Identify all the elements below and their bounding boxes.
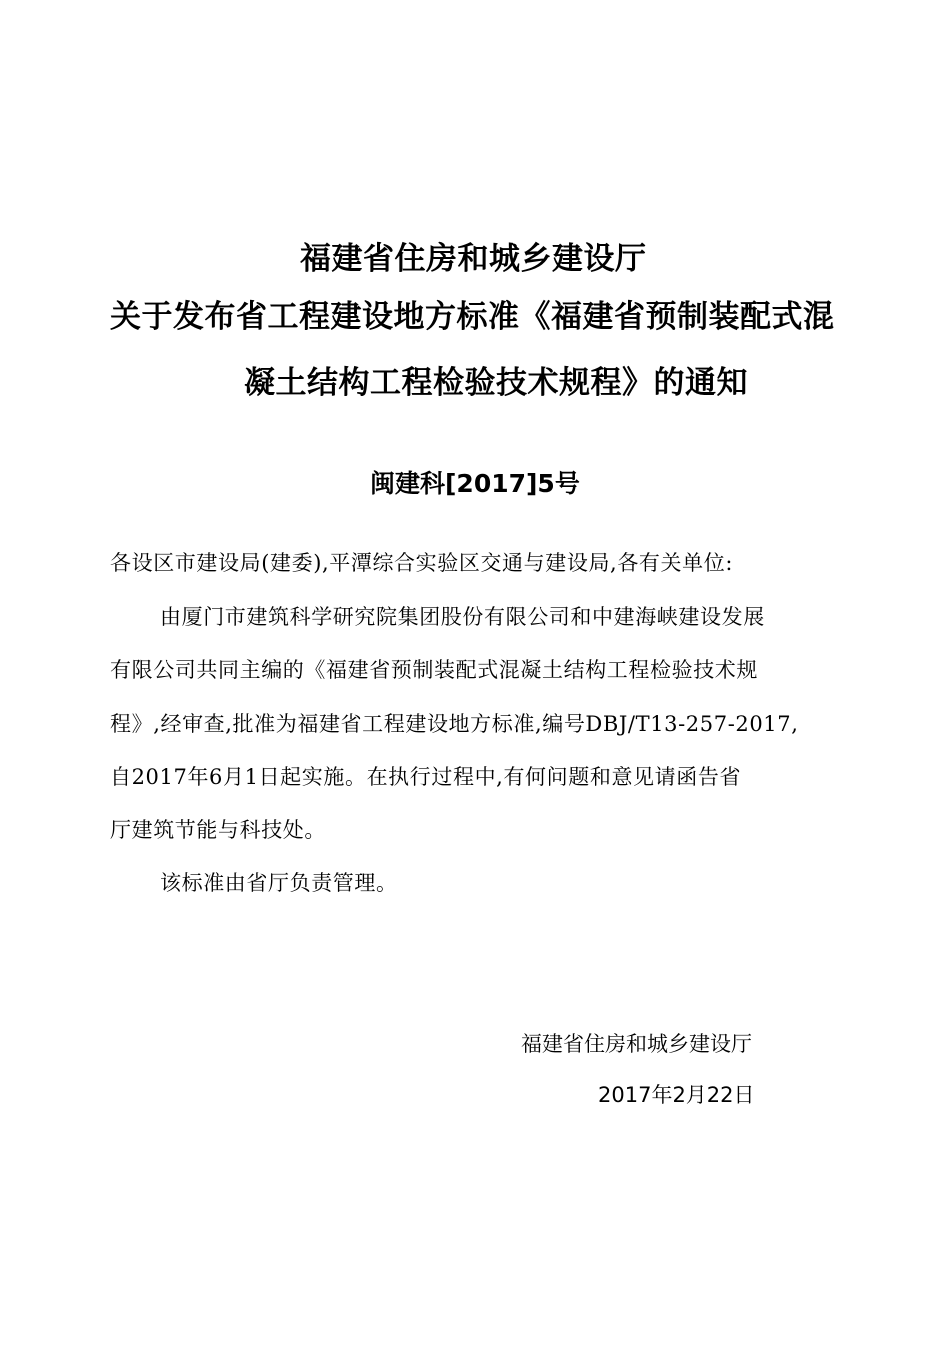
- paragraph-line: 自2017年6月1日起实施。在执行过程中,有何问题和意见请函告省: [110, 765, 742, 789]
- paragraph-2: 该标准由省厅负责管理。: [160, 871, 398, 895]
- issuer-signature: 福建省住房和城乡建设厅: [521, 1032, 752, 1056]
- issue-date: 2017年2月22日: [598, 1083, 755, 1107]
- paragraph-line: 程》,经审查,批准为福建省工程建设地方标准,编号DBJ/T13-257-2017,: [110, 712, 799, 736]
- document-number: 闽建科[2017]5号: [370, 469, 580, 498]
- title-line-3: 凝土结构工程检验技术规程》的通知: [244, 365, 748, 401]
- salutation: 各设区市建设局(建委),平潭综合实验区交通与建设局,各有关单位:: [110, 551, 734, 575]
- title-line-1: 福建省住房和城乡建设厅: [300, 241, 647, 277]
- paragraph-line: 有限公司共同主编的《福建省预制装配式混凝土结构工程检验技术规: [110, 658, 758, 682]
- paragraph-line: 由厦门市建筑科学研究院集团股份有限公司和中建海峡建设发展: [160, 605, 765, 629]
- title-line-2: 关于发布省工程建设地方标准《福建省预制装配式混: [110, 299, 835, 335]
- paragraph-line: 厅建筑节能与科技处。: [110, 818, 326, 842]
